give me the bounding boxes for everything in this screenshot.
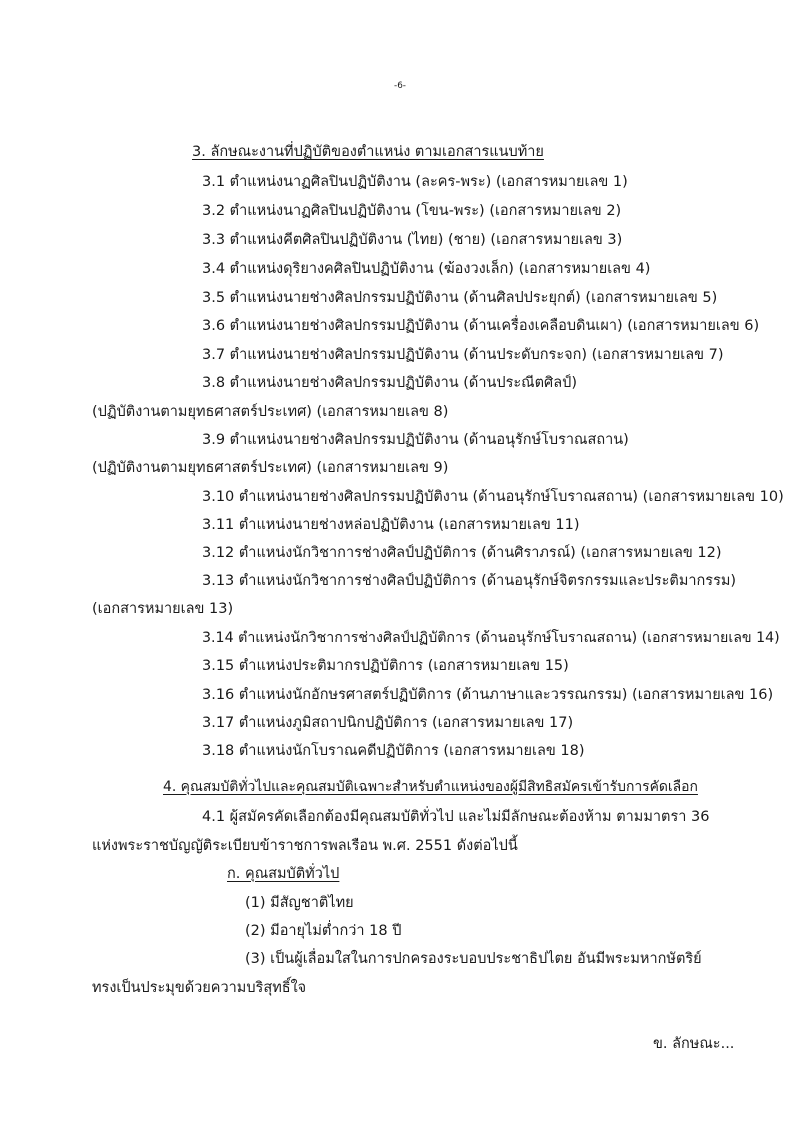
list-item-3-9-cont: (ปฏิบัติงานตามยุทธศาสตร์ประเทศ) (เอกสารหมายเลข 9) bbox=[92, 460, 449, 476]
page-number: -6- bbox=[394, 81, 406, 91]
list-item-3-2: 3.2 ตำแหน่งนาฏศิลปินปฏิบัติงาน (โขน-พระ) (เอกสารหมายเลข 2) bbox=[202, 203, 622, 219]
list-item-3-15: 3.15 ตำแหน่งประติมากรปฏิบัติการ (เอกสารหมายเลข 15) bbox=[202, 658, 569, 674]
section-4-heading: 4. คุณสมบัติทั่วไปและคุณสมบัติเฉพาะสำหรับตำแหน่งของผู้มีสิทธิสมัครเข้ารับการคัดเลือก bbox=[163, 779, 698, 795]
list-item-3-17: 3.17 ตำแหน่งภูมิสถาปนิกปฏิบัติการ (เอกสารหมายเลข 17) bbox=[202, 715, 574, 731]
paragraph-4-1-line-2: แห่งพระราชบัญญัติระเบียบข้าราชการพลเรือน พ.ศ. 2551 ดังต่อไปนี้ bbox=[92, 838, 518, 854]
subsection-a-heading: ก. คุณสมบัติทั่วไป bbox=[227, 866, 340, 882]
list-item-3-5: 3.5 ตำแหน่งนายช่างศิลปกรรมปฏิบัติงาน (ด้านศิลปประยุกต์) (เอกสารหมายเลข 5) bbox=[202, 290, 718, 306]
section-3-heading: 3. ลักษณะงานที่ปฏิบัติของตำแหน่ง ตามเอกสารแนบท้าย bbox=[192, 144, 544, 160]
qualification-item-2: (2) มีอายุไม่ต่ำกว่า 18 ปี bbox=[245, 923, 402, 939]
list-item-3-18: 3.18 ตำแหน่งนักโบราณคดีปฏิบัติการ (เอกสารหมายเลข 18) bbox=[202, 743, 585, 759]
continuation-marker: ข. ลักษณะ... bbox=[653, 1036, 735, 1052]
list-item-3-16: 3.16 ตำแหน่งนักอักษรศาสตร์ปฏิบัติการ (ด้านภาษาและวรรณกรรม) (เอกสารหมายเลข 16) bbox=[202, 687, 774, 703]
list-item-3-3: 3.3 ตำแหน่งคีตศิลปินปฏิบัติงาน (ไทย) (ชาย) (เอกสารหมายเลข 3) bbox=[202, 232, 623, 248]
list-item-3-8: 3.8 ตำแหน่งนายช่างศิลปกรรมปฏิบัติงาน (ด้านประณีตศิลป์) bbox=[202, 375, 577, 391]
list-item-3-13: 3.13 ตำแหน่งนักวิชาการช่างศิลป์ปฏิบัติการ (ด้านอนุรักษ์จิตรกรรมและประติมากรรม) bbox=[202, 573, 737, 589]
list-item-3-9: 3.9 ตำแหน่งนายช่างศิลปกรรมปฏิบัติงาน (ด้านอนุรักษ์โบราณสถาน) bbox=[202, 432, 629, 448]
list-item-3-12: 3.12 ตำแหน่งนักวิชาการช่างศิลป์ปฏิบัติการ (ด้านศิราภรณ์) (เอกสารหมายเลข 12) bbox=[202, 545, 722, 561]
list-item-3-4: 3.4 ตำแหน่งดุริยางคศิลปินปฏิบัติงาน (ฆ้องวงเล็ก) (เอกสารหมายเลข 4) bbox=[202, 261, 651, 277]
list-item-3-6: 3.6 ตำแหน่งนายช่างศิลปกรรมปฏิบัติงาน (ด้านเครื่องเคลือบดินเผา) (เอกสารหมายเลข 6) bbox=[202, 318, 760, 334]
paragraph-4-1-line-1: 4.1 ผู้สมัครคัดเลือกต้องมีคุณสมบัติทั่วไป และไม่มีลักษณะต้องห้าม ตามมาตรา 36 bbox=[202, 809, 710, 825]
qualification-item-3-line-2: ทรงเป็นประมุขด้วยความบริสุทธิ์ใจ bbox=[92, 980, 307, 996]
list-item-3-13-cont: (เอกสารหมายเลข 13) bbox=[92, 601, 234, 617]
list-item-3-1: 3.1 ตำแหน่งนาฏศิลปินปฏิบัติงาน (ละคร-พระ) (เอกสารหมายเลข 1) bbox=[202, 174, 628, 190]
list-item-3-14: 3.14 ตำแหน่งนักวิชาการช่างศิลป์ปฏิบัติการ (ด้านอนุรักษ์โบราณสถาน) (เอกสารหมายเลข 14) bbox=[202, 630, 780, 646]
list-item-3-10: 3.10 ตำแหน่งนายช่างศิลปกรรมปฏิบัติงาน (ด้านอนุรักษ์โบราณสถาน) (เอกสารหมายเลข 10) bbox=[202, 489, 784, 505]
list-item-3-7: 3.7 ตำแหน่งนายช่างศิลปกรรมปฏิบัติงาน (ด้านประดับกระจก) (เอกสารหมายเลข 7) bbox=[202, 347, 724, 363]
qualification-item-1: (1) มีสัญชาติไทย bbox=[245, 895, 354, 911]
list-item-3-11: 3.11 ตำแหน่งนายช่างหล่อปฏิบัติงาน (เอกสารหมายเลข 11) bbox=[202, 517, 580, 533]
list-item-3-8-cont: (ปฏิบัติงานตามยุทธศาสตร์ประเทศ) (เอกสารหมายเลข 8) bbox=[92, 404, 449, 420]
qualification-item-3-line-1: (3) เป็นผู้เลื่อมใสในการปกครองระบอบประชาธิปไตย อันมีพระมหากษัตริย์ bbox=[245, 951, 702, 967]
